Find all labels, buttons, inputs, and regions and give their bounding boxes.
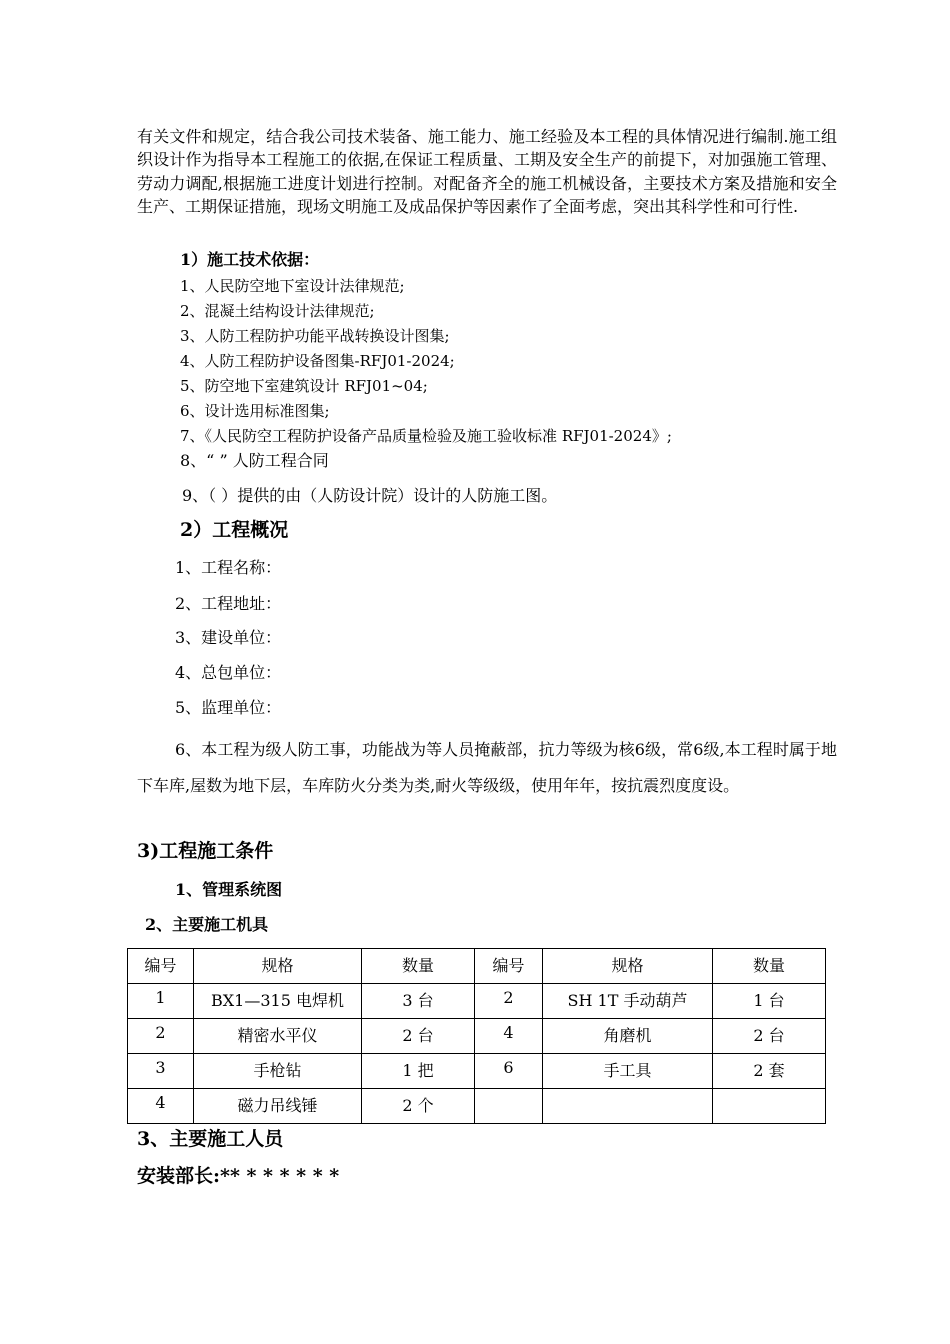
- overview-item-contractor: 4、总包单位：: [175, 663, 282, 682]
- basis-item-3: 3、人防工程防护功能平战转换设计图集;: [180, 327, 450, 345]
- header-cell: 数量: [713, 949, 826, 984]
- table-cell: [713, 1089, 826, 1124]
- table-cell: 2: [475, 984, 543, 1019]
- table-header-row: [128, 949, 826, 984]
- table-cell: 6: [475, 1054, 543, 1089]
- header-cell: 规格: [543, 949, 713, 984]
- basis-item-4: 4、人防工程防护设备图集-RFJ01-2024;: [180, 352, 455, 370]
- table-cell: 1 台: [713, 984, 826, 1019]
- table-cell: 4: [128, 1089, 194, 1124]
- table-row: [128, 1089, 826, 1124]
- table-cell: 角磨机: [543, 1019, 713, 1054]
- table-cell: 磁力吊线锤: [194, 1089, 362, 1124]
- overview-item-builder: 3、建设单位：: [175, 628, 282, 647]
- basis-item-1: 1、人民防空地下室设计法律规范;: [180, 277, 405, 295]
- conditions-management: 1、管理系统图: [175, 880, 283, 899]
- overview-heading: 2）工程概况: [180, 519, 289, 541]
- table-cell: 2: [128, 1019, 194, 1054]
- overview-item-supervisor: 5、监理单位：: [175, 698, 282, 717]
- table-cell: 2 个: [362, 1089, 475, 1124]
- table-cell: 1 把: [362, 1054, 475, 1089]
- basis-item-2: 2、混凝土结构设计法律规范;: [180, 302, 375, 320]
- table-cell: 3: [128, 1054, 194, 1089]
- table-cell: 2 台: [362, 1019, 475, 1054]
- table-cell: 手工具: [543, 1054, 713, 1089]
- basis-item-6: 6、设计选用标准图集;: [180, 402, 330, 420]
- personnel-manager: 安装部长:** * * * * * *: [137, 1165, 340, 1187]
- table-row: [128, 984, 826, 1019]
- header-cell: 编号: [475, 949, 543, 984]
- table-cell: 1: [128, 984, 194, 1019]
- header-cell: 规格: [194, 949, 362, 984]
- basis-item-8: 8、“ ” 人防工程合同: [180, 451, 329, 470]
- overview-item-address: 2、工程地址：: [175, 594, 282, 613]
- conditions-equipment: 2、主要施工机具: [145, 915, 269, 934]
- basis-item-5: 5、防空地下室建筑设计 RFJ01~04;: [180, 377, 428, 395]
- personnel-heading: 3、主要施工人员: [137, 1128, 284, 1150]
- table-cell: 4: [475, 1019, 543, 1054]
- table-cell: [543, 1089, 713, 1124]
- header-cell: 编号: [128, 949, 194, 984]
- table-cell: 2 台: [713, 1019, 826, 1054]
- basis-item-9: 9、（ ）提供的由（人防设计院）设计的人防施工图。: [182, 486, 558, 505]
- table-cell: [475, 1089, 543, 1124]
- table-cell: 2 套: [713, 1054, 826, 1089]
- conditions-heading: 3)工程施工条件: [137, 840, 274, 862]
- table-cell: BX1—315 电焊机: [194, 984, 362, 1019]
- table-cell: 手枪钻: [194, 1054, 362, 1089]
- table-row: [128, 1019, 826, 1054]
- basis-heading: 1）施工技术依据：: [180, 250, 320, 269]
- table-cell: 3 台: [362, 984, 475, 1019]
- table-cell: SH 1T 手动葫芦: [543, 984, 713, 1019]
- table-cell: 精密水平仪: [194, 1019, 362, 1054]
- header-cell: 数量: [362, 949, 475, 984]
- overview-item-name: 1、工程名称：: [175, 558, 282, 577]
- basis-item-7: 7、《人民防空工程防护设备产品质量检验及施工验收标准 RFJ01-2024》;: [180, 427, 672, 445]
- overview-item-6: 6、本工程为级人防工事，功能战为等人员掩蔽部，抗力等级为核6级，常6级,本工程时属于地下车库,屋数为地下层，车库防火分类为类,耐火等级级，使用年年，按抗震烈度度设。: [137, 740, 837, 795]
- table-row: [128, 1054, 826, 1089]
- intro-paragraph: 有关文件和规定，结合我公司技术装备、施工能力、施工经验及本工程的具体情况进行编制.施工组织设计作为指导本工程施工的依据,在保证工程质量、工期及安全生产的前提下，对加强施工管理、劳动力调配,根据施工进度计划进行控制。对配备齐全的施工机械设备，主要技术方案及措施和安全生产、工期保证措施，现场文明施工及成品保护等因素作了全面考虑，突出其科学性和可行性.: [137, 127, 837, 217]
- equipment-table: [127, 948, 826, 1124]
